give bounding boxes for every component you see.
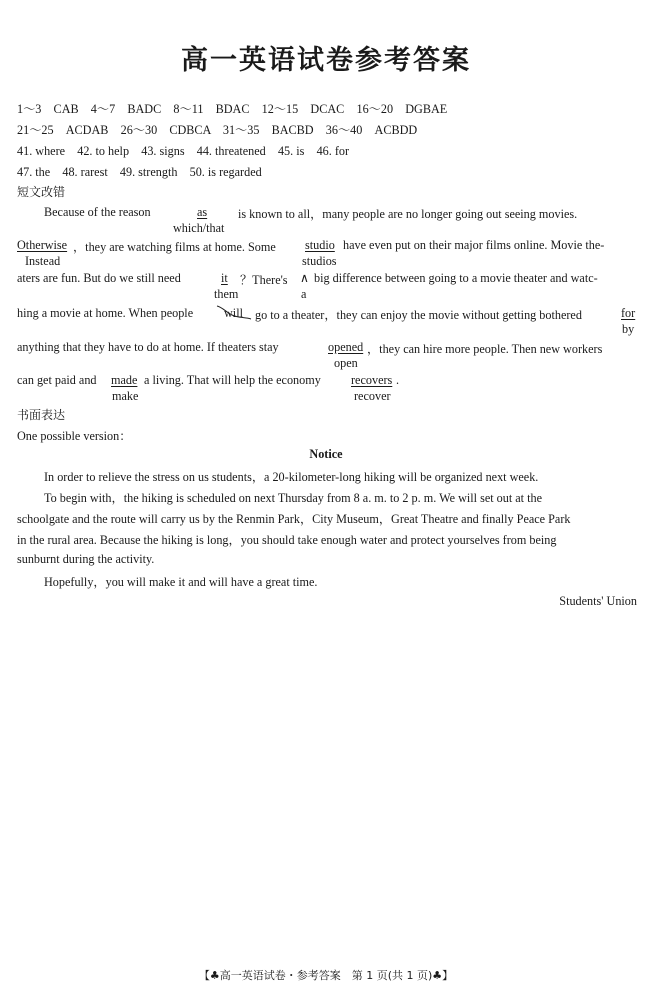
correction-text: .: [396, 373, 400, 387]
answers-row-2: 21～25 ACDAB 26～30 CDBCA 31～35 BACBD 36～40 ACBDD: [17, 123, 418, 137]
error-word: recovers: [351, 373, 393, 387]
correction-fix: make: [112, 389, 139, 403]
section-heading-correction: 短文改错: [17, 185, 66, 199]
correction-text: can get paid and: [17, 373, 97, 387]
correction-fix: by: [622, 322, 635, 336]
error-word: it: [221, 271, 228, 285]
correction-fix: recover: [354, 389, 391, 403]
error-word: Otherwise: [17, 238, 68, 252]
deleted-word: will: [224, 306, 243, 320]
correction-text: is known to all，many people are no longer going out seeing movies.: [238, 207, 578, 221]
delete-mark: [216, 304, 252, 320]
correction-text: ，they are watching films at home. Some: [73, 240, 276, 254]
error-word: for: [621, 306, 636, 320]
paragraph-line: schoolgate and the route will carry us by the Renmin Park，City Museum，Great Theatre and finally Peace Park: [17, 512, 571, 526]
notice-title: Notice: [309, 447, 343, 461]
correction-text: anything that they have to do at home. If theaters stay: [17, 340, 279, 354]
paragraph-line: Hopefully，you will make it and will have a great time.: [44, 575, 318, 589]
answers-row-1: 1～3 CAB 4～7 BADC 8～11 BDAC 12～15 DCAC 16～20 DGBAE: [17, 102, 448, 116]
answers-row-4: 47. the 48. rarest 49. strength 50. is regarded: [17, 165, 262, 179]
insert-caret: ∧: [300, 271, 309, 285]
correction-fix: open: [334, 356, 358, 370]
correction-text: ，they can hire more people. Then new workers: [367, 342, 603, 356]
correction-fix: which/that: [173, 221, 225, 235]
paragraph-line: In order to relieve the stress on us students，a 20-kilometer-long hiking will be organized next week.: [44, 470, 539, 484]
correction-text: have even put on their major films online. Movie the-: [343, 238, 605, 252]
error-word: opened: [328, 340, 364, 354]
correction-text: ？There's: [240, 273, 288, 287]
correction-text: hing a movie at home. When people: [17, 306, 194, 320]
correction-fix: studios: [302, 254, 337, 268]
correction-text: Because of the reason: [44, 205, 151, 219]
paragraph-line: in the rural area. Because the hiking is long，you should take enough water and protect yourselves from being: [17, 533, 557, 547]
paragraph-line: sunburnt during the activity.: [17, 552, 155, 566]
correction-text: big difference between going to a movie theater and watc-: [314, 271, 598, 285]
signature: Students' Union: [559, 594, 637, 608]
writing-intro: One possible version：: [17, 429, 132, 443]
page-title: 高一英语试卷参考答案: [181, 45, 471, 76]
answers-row-3: 41. where 42. to help 43. signs 44. threatened 45. is 46. for: [17, 144, 350, 158]
correction-fix: a: [301, 287, 307, 301]
paragraph-line: To begin with，the hiking is scheduled on next Thursday from 8 a. m. to 2 p. m. We will set out at the: [44, 491, 543, 505]
correction-fix: them: [214, 287, 239, 301]
correction-text: go to a theater，they can enjoy the movie without getting bothered: [255, 308, 582, 322]
section-heading-writing: 书面表达: [17, 408, 66, 422]
error-word: as: [197, 205, 208, 219]
correction-fix: Instead: [25, 254, 61, 268]
correction-text: a living. That will help the economy: [144, 373, 321, 387]
error-word: made: [111, 373, 138, 387]
page-footer: 【♣高一英语试卷・参考答案 第 1 页(共 1 页)♣】: [198, 969, 454, 982]
correction-text: aters are fun. But do we still need: [17, 271, 181, 285]
error-word: studio: [305, 238, 335, 252]
